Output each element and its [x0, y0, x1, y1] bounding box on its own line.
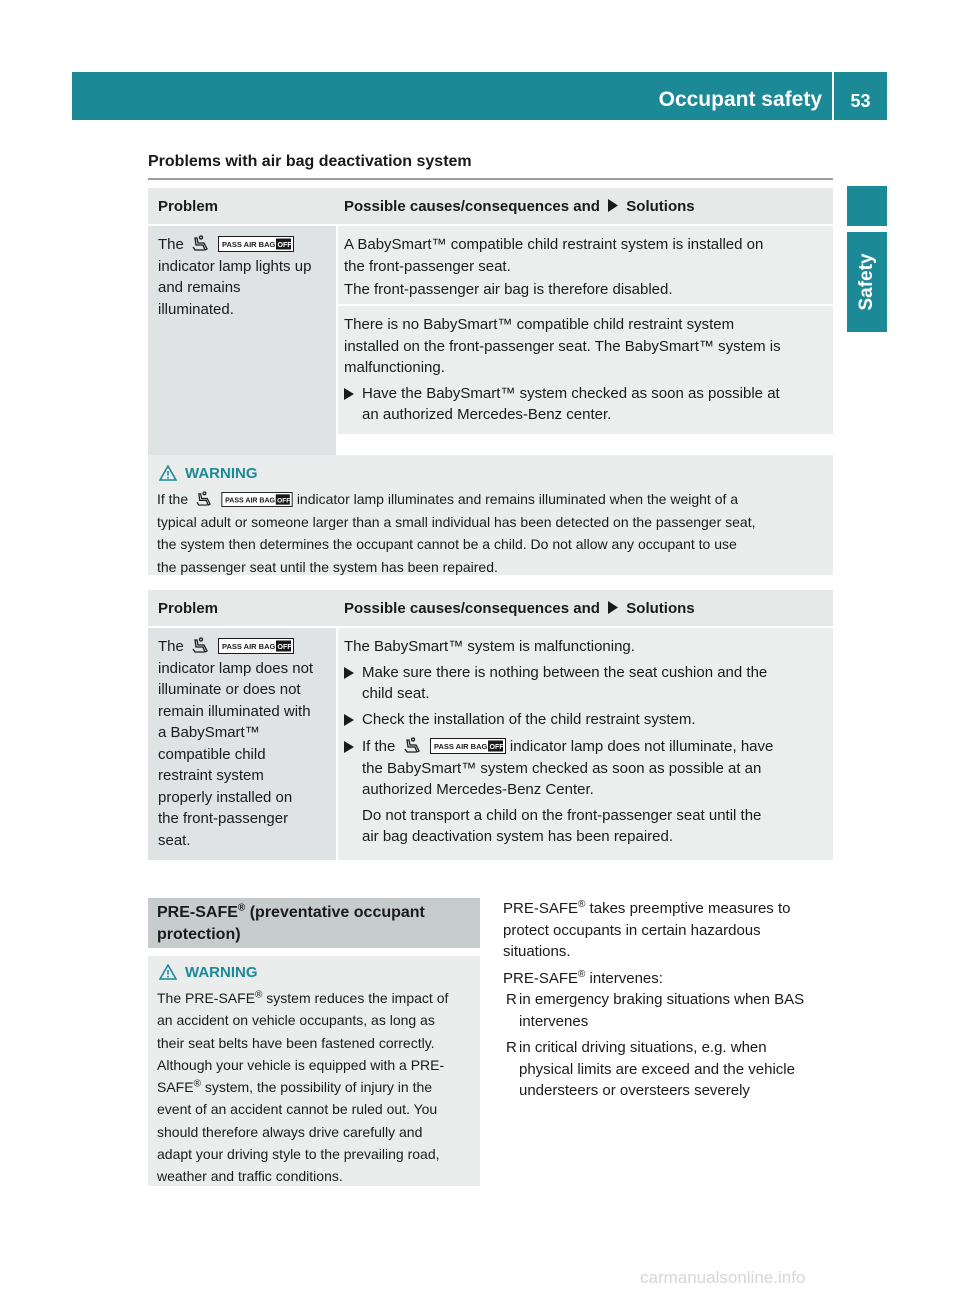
step-suffix: indicator lamp does not illuminate, have [509, 738, 774, 755]
step-line [362, 736, 773, 758]
page-number: 53 [850, 91, 871, 111]
warning-line: typical adult or someone larger than a small individual has been detected on the passenger seat, [157, 513, 756, 530]
problem-line: indicator lamp lights up [158, 257, 312, 275]
pass-air-bag-off-icon [221, 492, 293, 507]
registered-mark: ® [237, 902, 246, 914]
list-item [503, 1037, 838, 1059]
warning-line: adapt your driving style to the prevailing road, [157, 1146, 440, 1163]
cause-line: the front-passenger seat. [344, 257, 511, 275]
problem-line: the front-passenger [158, 810, 289, 827]
step-line: child seat. [362, 685, 430, 702]
header-solutions-suffix: Solutions [626, 599, 695, 617]
step-line: the BabySmart™ system checked as soon as possible at an [362, 759, 762, 777]
warning-line: the passenger seat until the system has been repaired. [157, 558, 498, 575]
problem-first-line [158, 636, 332, 658]
registered-mark: ® [578, 968, 586, 980]
problem-line: a BabySmart™ [158, 724, 260, 741]
header-problem: Problem [158, 599, 219, 617]
arrow-right-icon [607, 601, 619, 614]
warning-line: event of an accident cannot be ruled out. You [157, 1101, 438, 1118]
step-line: Have the BabySmart™ system checked as soon as possible at [362, 384, 780, 402]
warning-body [157, 488, 825, 578]
pass-air-bag-text: PASS AIR BAG [222, 642, 276, 651]
registered-mark: ® [255, 989, 263, 1001]
warning-line [157, 1076, 472, 1098]
side-marker [847, 186, 887, 226]
side-tab-label: Safety [856, 253, 877, 311]
child-seat-icon [192, 235, 208, 251]
warning-line-pre: SAFE [157, 1079, 194, 1096]
bullet-text: in critical driving situations, e.g. when [519, 1039, 767, 1056]
pass-air-bag-off-text: OFF [489, 744, 504, 751]
presafe-heading-line [157, 902, 471, 924]
body-line [503, 898, 838, 920]
action-step [344, 662, 827, 705]
step-line: an authorized Mercedes-Benz center. [362, 406, 612, 423]
pass-air-bag-text: PASS AIR BAG [225, 497, 275, 505]
problem-line: compatible child [158, 745, 266, 763]
arrow-right-icon [344, 714, 354, 726]
presafe-heading-pre: PRE-SAFE [157, 904, 238, 921]
arrow-right-icon [607, 199, 619, 212]
problem-the: The [158, 638, 184, 655]
section-heading: Problems with air bag deactivation system [148, 153, 472, 170]
header-solutions [336, 600, 833, 617]
warning-line: Although your vehicle is equipped with a PRE- [157, 1056, 445, 1073]
body-line: protect occupants in certain hazardous [503, 921, 761, 939]
problem-first-line [158, 234, 332, 256]
presafe-body [503, 898, 838, 1102]
problem-the: The [158, 236, 184, 253]
presafe-heading-line: protection) [157, 926, 241, 943]
warning-line-post: system, the possibility of injury in the [200, 1079, 433, 1096]
cause-line: A BabySmart™ compatible child restraint system is installed on [344, 236, 764, 253]
warning-line [157, 987, 472, 1009]
problem-cell [148, 226, 336, 468]
header-solutions-suffix: Solutions [626, 197, 695, 215]
action-step [344, 736, 827, 848]
warning-title-text: WARNING [185, 963, 258, 981]
step-line: Make sure there is nothing between the seat cushion and the [362, 663, 768, 681]
arrow-right-icon [344, 667, 354, 679]
arrow-right-icon [344, 388, 354, 400]
child-seat-icon [196, 491, 211, 506]
bullet-mark: R [506, 1039, 517, 1056]
warning-triangle-icon [159, 964, 177, 980]
pass-air-bag-off-text: OFF [277, 242, 292, 249]
cause-line: installed on the front-passenger seat. The BabySmart™ system is [344, 337, 781, 355]
warning-box-2 [148, 956, 480, 1186]
warning-line: weather and traffic conditions. [157, 1168, 343, 1185]
step-prefix: If the [362, 738, 396, 755]
bullet-text: intervenes [519, 1012, 589, 1030]
body-line-pre: PRE-SAFE [503, 969, 579, 987]
pass-air-bag-off-icon [218, 638, 294, 654]
pass-air-bag-off-text: OFF [277, 644, 292, 651]
list-item [503, 989, 838, 1011]
action-step [344, 383, 827, 426]
bullet-text: in emergency braking situations when BAS [519, 991, 805, 1008]
child-seat-icon [404, 737, 420, 753]
warning-title [159, 460, 825, 486]
problem-line: properly installed on [158, 788, 293, 806]
pass-air-bag-text: PASS AIR BAG [222, 240, 276, 249]
problem-line: illuminate or does not [158, 681, 301, 698]
warning-line-suffix: indicator lamp illuminates and remains illuminated when the weight of a [296, 491, 739, 507]
causes-column [338, 226, 833, 468]
page-section-title: Occupant safety [658, 88, 822, 111]
warning-line: the system then determines the occupant cannot be a child. Do not allow any occupant to use [157, 536, 737, 552]
warning-body [157, 987, 472, 1188]
warning-line-pre: The PRE-SAFE [157, 990, 256, 1006]
header-solutions [336, 198, 833, 215]
step-line: Check the installation of the child restraint system. [362, 710, 696, 728]
body-line-post: intervenes: [585, 969, 663, 987]
body-line-post: takes preemptive measures to [585, 900, 791, 917]
action-step [344, 709, 827, 733]
warning-line-post: system reduces the impact of [262, 990, 449, 1006]
cause-cell [338, 628, 833, 860]
body-line-pre: PRE-SAFE [503, 900, 579, 917]
header-solutions-prefix: Possible causes/consequences and [344, 197, 600, 215]
cause-line: There is no BabySmart™ compatible child restraint system [344, 316, 735, 333]
cause-line: The BabySmart™ system is malfunctioning. [344, 638, 635, 655]
bullet-text: physical limits are exceed and the vehicle [519, 1060, 795, 1078]
warning-line [157, 488, 825, 511]
warning-line: their seat belts have been fastened correctly. [157, 1034, 435, 1051]
warning-line: should therefore always drive carefully and [157, 1123, 423, 1140]
table-row [148, 628, 833, 860]
child-seat-icon [192, 637, 208, 653]
problem-line: seat. [158, 831, 191, 849]
pass-air-bag-text: PASS AIR BAG [433, 742, 488, 751]
cause-cell-1 [338, 226, 833, 304]
warning-title [159, 959, 472, 985]
bullet-mark: R [506, 991, 517, 1008]
problem-line: illuminated. [158, 300, 234, 318]
warning-line-prefix: If the [157, 491, 189, 507]
header-problem: Problem [158, 197, 219, 215]
header-solutions-prefix: Possible causes/consequences and [344, 599, 600, 617]
step-note-line: air bag deactivation system has been repaired. [362, 828, 674, 845]
registered-mark: ® [193, 1078, 201, 1090]
pass-air-bag-off-text: OFF [277, 497, 291, 505]
causes-column [338, 628, 833, 860]
problems-table-1 [148, 188, 833, 468]
registered-mark: ® [578, 899, 586, 910]
warning-box-1 [148, 455, 833, 575]
warning-line: an accident on vehicle occupants, as long as [157, 1012, 435, 1029]
problem-line: restraint system [158, 767, 264, 784]
presafe-heading [148, 898, 480, 948]
warning-title-text: WARNING [185, 464, 258, 482]
arrow-right-icon [344, 741, 354, 753]
cause-line: malfunctioning. [344, 359, 445, 376]
bullet-text: understeers or oversteers severely [519, 1082, 750, 1099]
problem-line: and remains [158, 279, 241, 296]
step-line: authorized Mercedes-Benz Center. [362, 781, 594, 798]
table-header [148, 590, 833, 626]
problem-line: remain illuminated with [158, 702, 311, 720]
side-tab-safety [847, 232, 887, 332]
presafe-heading-rest: (preventative occupant [245, 904, 425, 921]
body-line: situations. [503, 943, 571, 960]
warning-triangle-icon [159, 465, 177, 481]
table-row [148, 226, 833, 468]
problems-table-2 [148, 590, 833, 860]
problem-line: indicator lamp does not [158, 659, 314, 677]
step-note-line: Do not transport a child on the front-passenger seat until the [362, 806, 762, 824]
pass-air-bag-off-icon [218, 236, 294, 252]
body-line [503, 968, 838, 990]
cause-line: The front-passenger air bag is therefore disabled. [344, 281, 673, 298]
table-header [148, 188, 833, 224]
cause-cell-2 [338, 306, 833, 434]
footer-watermark: carmanualsonline.info [640, 1268, 806, 1287]
pass-air-bag-off-icon [430, 738, 506, 754]
problem-cell [148, 628, 336, 860]
heading-divider [148, 178, 833, 180]
